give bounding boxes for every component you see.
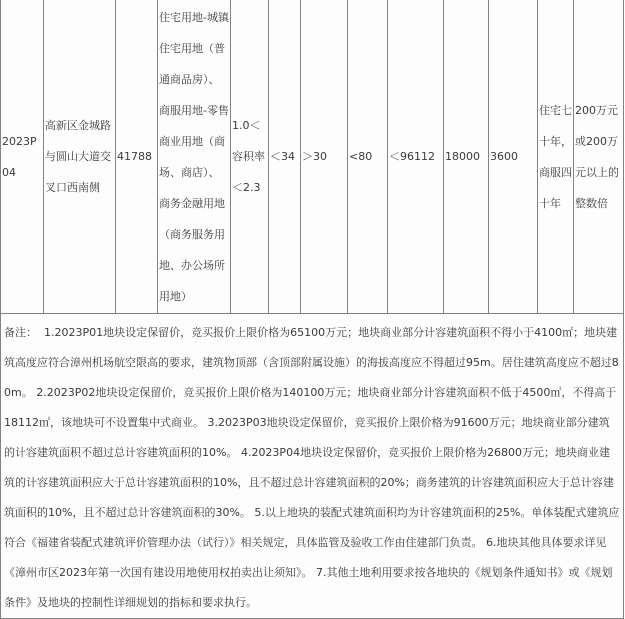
cell-land-use: 住宅用地-城镇住宅用地（普通商品房）、商服用地-零售商业用地（商场、商店）、商务金融用地（商务服务用地、办公场所用地） (158, 0, 231, 314)
notes-label: 备注： (4, 326, 37, 339)
cell-plot-ratio: 1.0＜容积率＜2.3 (231, 0, 269, 314)
parcel-row (1, 0, 624, 314)
cell-green-rate: ＞30 (301, 0, 348, 314)
cell-height-limit: <80 (348, 0, 388, 314)
cell-bid-increment: 200万元或200万元以上的整数倍 (574, 0, 624, 314)
notes-text: 1.2023P01地块设定保留价，竞买报价上限价格为65100万元；地块商业部分计容建筑面积不得小于4100㎡；地块建筑高度应符合漳州机场航空限高的要求，建筑物顶部（含顶部附属设施）的海拔高度应不得超过95m。居住建筑高度应不超过80m。 2.2023P02地块设定保留价，竞买报价上限价格为140100万元；地块商业部分计容建筑面积不低于4500㎡，不得高于18112㎡，该地块可不设置集中式商业。 3.2023P03地块设定保留价，竞买报价上限价格为91600万元；地块商业部分建筑的计容建筑面积不超过总计容建筑面积的10%。 4.2023P04地块设定保留价，竞买报价上限价格为26800万元；地块商业建筑的计容建筑面积应大于总计容建筑面积的10%，且不超过总计容建筑面积的20%；商务建筑的计容建筑面积应大于总计容建筑面积的10%，且不超过总计容建筑面积的30%。 5.以上地块的装配式建筑面积均为计容建筑面积的25%。单体装配式建筑应符合《福建省装配式建筑评价管理办法（试行）》相关规定，具体监管及验收工作由住建部门负责。 6.地块其他具体要求详见《漳州市区2023年第一次国有建设用地使用权拍卖出让须知》。 7.其他土地利用要求按各地块的《规划条件通知书》或《规划条件》及地块的控制性详细规划的指标和要求执行。 (4, 326, 620, 609)
notes-cell (1, 314, 624, 619)
notes-row (1, 314, 624, 619)
cell-gfa-limit: ＜96112 (388, 0, 444, 314)
cell-land-area: 41788 (116, 0, 158, 314)
cell-parcel-id: 2023P04 (1, 0, 44, 314)
cell-building-density: ＜34 (269, 0, 301, 314)
cell-deposit: 3600 (489, 0, 538, 314)
cell-location: 高新区金城路与圆山大道交叉口西南侧 (44, 0, 116, 314)
cell-starting-price: 18000 (444, 0, 489, 314)
cell-tenure: 住宅七十年，商服四十年 (538, 0, 574, 314)
